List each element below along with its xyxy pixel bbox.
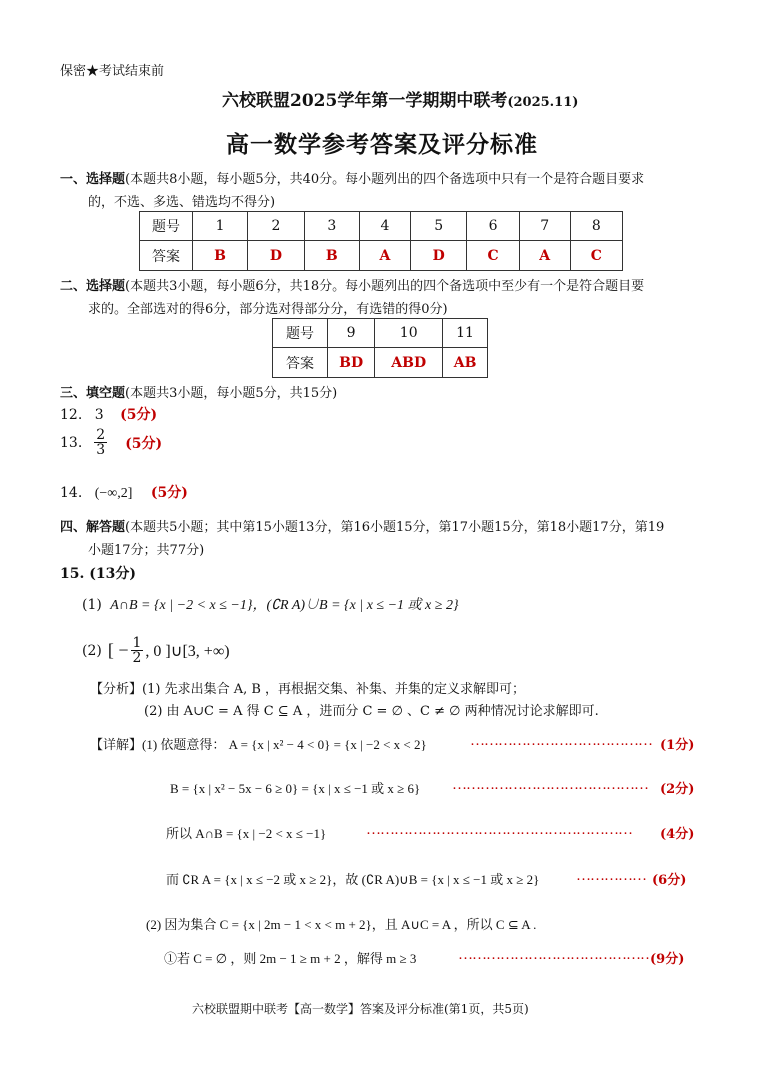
table1-num: 3 xyxy=(304,212,359,241)
page-title: 高一数学参考答案及评分标准 xyxy=(226,131,538,158)
q15-ans1-text: A∩B = {x | −2 < x ≤ −1}，(∁R A)∪B = {x | x ≤ −1 或 x ≥ 2} xyxy=(110,598,459,613)
q15-answer-1 xyxy=(82,594,459,614)
detail-step2: B = {x | x² − 5x − 6 ≥ 0} = {x | x ≤ −1 或 x ≥ 6} xyxy=(170,781,421,796)
detail-step5: (2) 因为集合 C = {x | 2m − 1 < x < m + 2}，且 A∪C = A ，所以 C ⊆ A . xyxy=(146,917,537,932)
section4-line1 xyxy=(60,516,664,535)
section1-line1 xyxy=(60,168,644,187)
q13-numerator: 2 xyxy=(96,427,106,443)
table1-num: 5 xyxy=(410,212,466,241)
detail-tag: 【详解】 xyxy=(90,738,143,753)
detail-line1 xyxy=(90,734,427,753)
table1-answer: B xyxy=(304,241,359,271)
detail-score3: (4分) xyxy=(660,827,695,842)
choice-answer-table-1 xyxy=(139,211,623,271)
q14-answer: (−∞,2] xyxy=(94,486,133,501)
exam-title xyxy=(222,86,578,111)
table1-num: 8 xyxy=(570,212,622,241)
q15-ans2-fraction xyxy=(131,636,144,665)
table1-num: 6 xyxy=(467,212,519,241)
dots-leader: …………………………………… xyxy=(452,777,648,793)
q13-fraction xyxy=(94,428,107,457)
table2-answer-row xyxy=(273,348,488,378)
section3-line xyxy=(60,382,337,401)
analysis-text1: (1) 先求出集合 A, B ，再根据交集、补集、并集的定义求解即可； xyxy=(142,682,526,697)
detail-step4: 而 ∁R A = {x | x ≤ −2 或 x ≥ 2}，故 (∁R A)∪B = {x | x ≤ −1 或 x ≥ 2} xyxy=(166,872,540,887)
detail-score2: (2分) xyxy=(660,782,695,797)
table2-answer: ABD xyxy=(375,348,443,378)
section4-desc2: 小题17分；共77分) xyxy=(88,543,205,558)
table1-num: 4 xyxy=(359,212,410,241)
q15-ans2-denominator: 2 xyxy=(132,650,142,666)
q13-number: 13. xyxy=(60,434,83,451)
q15-title: 15. (13分) xyxy=(60,566,136,582)
table1-answer: C xyxy=(570,241,622,271)
confidential-mark: 保密★考试结束前 xyxy=(60,64,165,79)
q12-answer: 3 xyxy=(94,407,104,423)
section2-line1 xyxy=(60,275,644,294)
table2-num: 10 xyxy=(375,319,443,348)
q15-ans2-numerator: 1 xyxy=(132,635,142,651)
q13-score: (5分) xyxy=(125,435,163,452)
section1-heading: 一、选择题 xyxy=(60,172,126,187)
analysis-tag: 【分析】 xyxy=(90,682,143,697)
section2-desc1: (本题共3小题，每小题6分，共18分。每小题列出的四个备选项中至少有一个是符合题目要 xyxy=(125,279,645,294)
detail-score4: (6分) xyxy=(652,873,687,888)
q14-number: 14. xyxy=(60,485,83,501)
dots-leader: ………………………………… xyxy=(470,733,652,749)
q15-answer-2 xyxy=(82,636,230,665)
detail-step6: ①若 C = ∅ ，则 2m − 1 ≥ m + 2 ，解得 m ≥ 3 xyxy=(164,951,417,966)
section4-desc1: (本题共5小题；其中第15小题13分，第16小题15分，第17小题15分，第18小题17分，第19 xyxy=(125,520,665,535)
table1-answer: A xyxy=(519,241,570,271)
section3-heading: 三、填空题 xyxy=(60,386,126,401)
table1-label-q: 题号 xyxy=(140,212,193,241)
table2-num: 9 xyxy=(328,319,375,348)
q12-score: (5分) xyxy=(120,407,158,423)
analysis-text2: (2) 由 A∪C = A 得 C ⊆ A ，进而分 C = ∅ 、C ≠ ∅ 两种情况讨论求解即可. xyxy=(144,704,599,719)
detail-score1: (1分) xyxy=(660,738,695,753)
section2-desc2: 求的。全部选对的得6分，部分选对得部分分，有选错的得0分) xyxy=(88,302,448,317)
table1-label-a: 答案 xyxy=(140,241,193,271)
detail-score6: (9分) xyxy=(650,952,685,967)
answer-12 xyxy=(60,404,157,424)
table2-num: 11 xyxy=(443,319,488,348)
detail-step1: (1) 依题意得： A = {x | x² − 4 < 0} = {x | −2 < x < 2} xyxy=(142,737,427,752)
section1-desc1: (本题共8小题，每小题5分，共40分。每小题列出的四个备选项中只有一个是符合题目要求 xyxy=(125,172,645,187)
table2-answer: AB xyxy=(443,348,488,378)
table1-num: 7 xyxy=(519,212,570,241)
dots-leader: ………………………………………………… xyxy=(366,822,632,838)
analysis-line1 xyxy=(90,678,525,697)
table1-answer: D xyxy=(248,241,304,271)
table1-num: 2 xyxy=(248,212,304,241)
table2-label-q: 题号 xyxy=(273,319,328,348)
answer-13 xyxy=(60,428,162,457)
section4-heading: 四、解答题 xyxy=(60,520,126,535)
q15-ans2-prefix: [ − xyxy=(107,640,129,660)
page-footer: 六校联盟期中联考【高一数学】答案及评分标准(第1页，共5页) xyxy=(192,1002,529,1016)
exam-date: (2025.11) xyxy=(507,95,579,110)
dots-leader: …………… xyxy=(576,868,646,884)
table1-answer: D xyxy=(410,241,466,271)
table1-num: 1 xyxy=(193,212,248,241)
exam-title-text: 六校联盟2025学年第一学期期中联考 xyxy=(222,91,508,111)
q13-denominator: 3 xyxy=(96,442,106,458)
table1-answer: C xyxy=(467,241,519,271)
table1-answer: A xyxy=(359,241,410,271)
table2-number-row xyxy=(273,319,488,348)
section3-desc: (本题共3小题，每小题5分，共15分) xyxy=(125,386,338,401)
table1-answer: B xyxy=(193,241,248,271)
section1-desc2: 的，不选、多选、错选均不得分) xyxy=(88,195,276,210)
table2-label-a: 答案 xyxy=(273,348,328,378)
q15-ans2-suffix: , 0 ]∪[3, +∞) xyxy=(145,642,230,660)
table2-answer: BD xyxy=(328,348,375,378)
dots-leader: …………………………………… xyxy=(458,947,654,963)
q12-number: 12. xyxy=(60,407,83,423)
q15-ans1-label: (1) xyxy=(82,597,102,613)
q14-score: (5分) xyxy=(150,485,188,501)
table1-answer-row xyxy=(140,241,623,271)
q15-ans2-label: (2) xyxy=(82,642,102,659)
section2-heading: 二、选择题 xyxy=(60,279,126,294)
table1-number-row xyxy=(140,212,623,241)
detail-step3: 所以 A∩B = {x | −2 < x ≤ −1} xyxy=(166,826,327,841)
answer-14 xyxy=(60,482,188,502)
choice-answer-table-2 xyxy=(272,318,488,378)
